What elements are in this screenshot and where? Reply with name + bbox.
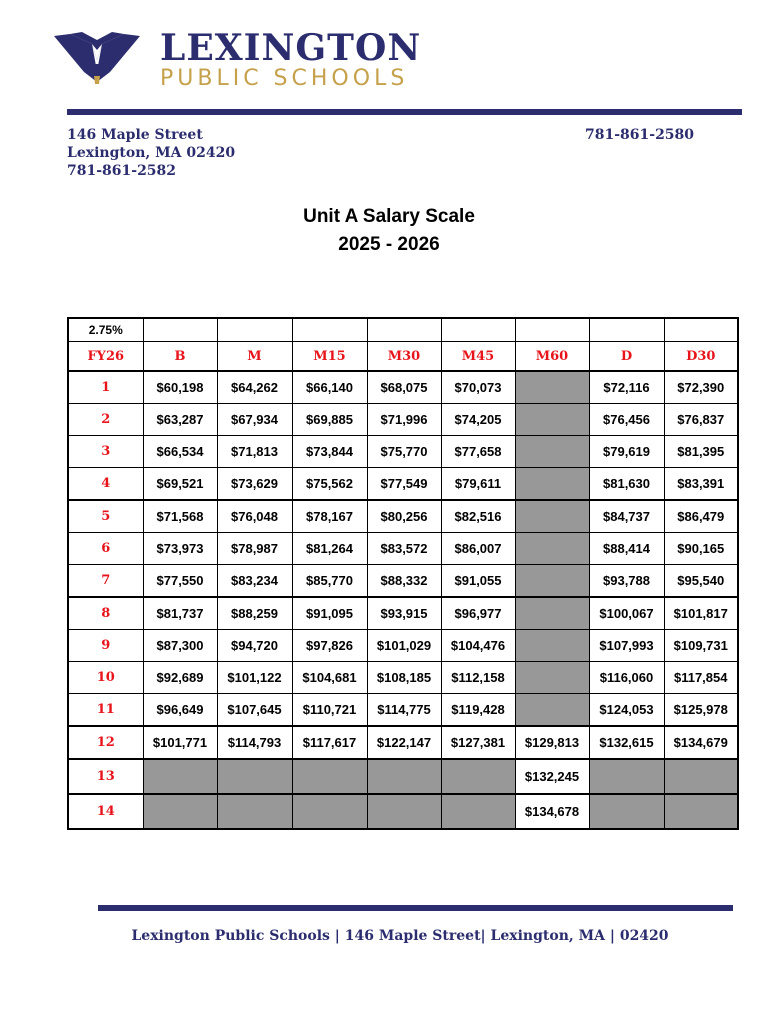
salary-cell: $76,048	[217, 500, 292, 533]
blank-cell	[515, 318, 589, 342]
address-phone: 781-861-2582	[67, 163, 177, 179]
step-number: 7	[68, 565, 143, 598]
blank-cell	[217, 318, 292, 342]
table-row	[68, 468, 738, 501]
step-number: 6	[68, 533, 143, 565]
salary-cell: $71,813	[217, 436, 292, 468]
empty-cell	[589, 759, 664, 794]
salary-cell: $97,826	[292, 630, 367, 662]
salary-cell: $74,205	[441, 404, 515, 436]
salary-cell: $76,456	[589, 404, 664, 436]
step-number: 5	[68, 500, 143, 533]
salary-cell: $81,264	[292, 533, 367, 565]
salary-cell: $83,234	[217, 565, 292, 598]
empty-cell	[515, 436, 589, 468]
empty-cell	[515, 630, 589, 662]
phone-number: 781-861-2580	[585, 127, 695, 143]
empty-cell	[515, 468, 589, 501]
salary-cell: $66,534	[143, 436, 217, 468]
salary-cell: $73,844	[292, 436, 367, 468]
salary-cell: $66,140	[292, 371, 367, 404]
salary-cell: $117,854	[664, 662, 738, 694]
blank-cell	[367, 318, 441, 342]
column-header: M60	[515, 342, 589, 372]
salary-cell: $101,029	[367, 630, 441, 662]
column-header: M45	[441, 342, 515, 372]
salary-cell: $81,630	[589, 468, 664, 501]
step-number: 1	[68, 371, 143, 404]
empty-cell	[441, 759, 515, 794]
salary-cell: $101,817	[664, 597, 738, 630]
step-number: 10	[68, 662, 143, 694]
salary-cell: $79,619	[589, 436, 664, 468]
step-number: 13	[68, 759, 143, 794]
document-title: Unit A Salary Scale	[303, 206, 475, 227]
empty-cell	[367, 794, 441, 829]
salary-cell: $80,256	[367, 500, 441, 533]
empty-cell	[515, 500, 589, 533]
salary-cell: $114,775	[367, 694, 441, 727]
salary-cell: $91,095	[292, 597, 367, 630]
salary-cell: $87,300	[143, 630, 217, 662]
salary-cell: $107,645	[217, 694, 292, 727]
increase-percent: 2.75%	[68, 318, 143, 342]
salary-cell: $72,390	[664, 371, 738, 404]
salary-cell: $88,259	[217, 597, 292, 630]
empty-cell	[143, 759, 217, 794]
salary-cell: $76,837	[664, 404, 738, 436]
salary-cell: $101,122	[217, 662, 292, 694]
column-header: M15	[292, 342, 367, 372]
fy-label: FY26	[68, 342, 143, 372]
address-street: 146 Maple Street	[67, 127, 203, 143]
step-number: 14	[68, 794, 143, 829]
table-row	[68, 533, 738, 565]
salary-cell: $68,075	[367, 371, 441, 404]
salary-cell: $63,287	[143, 404, 217, 436]
salary-scale-table	[67, 317, 739, 830]
salary-cell: $64,262	[217, 371, 292, 404]
empty-cell	[515, 694, 589, 727]
table-row	[68, 565, 738, 598]
table-row	[68, 500, 738, 533]
salary-cell: $88,332	[367, 565, 441, 598]
salary-cell: $75,770	[367, 436, 441, 468]
salary-cell: $81,737	[143, 597, 217, 630]
table-row	[68, 436, 738, 468]
salary-cell: $117,617	[292, 726, 367, 759]
salary-cell: $96,649	[143, 694, 217, 727]
salary-cell: $95,540	[664, 565, 738, 598]
salary-cell: $77,658	[441, 436, 515, 468]
empty-cell	[441, 794, 515, 829]
salary-cell: $77,549	[367, 468, 441, 501]
salary-cell: $107,993	[589, 630, 664, 662]
salary-cell: $81,395	[664, 436, 738, 468]
empty-cell	[143, 794, 217, 829]
salary-cell: $104,681	[292, 662, 367, 694]
salary-cell: $71,996	[367, 404, 441, 436]
salary-cell: $73,973	[143, 533, 217, 565]
empty-cell	[292, 759, 367, 794]
salary-cell: $77,550	[143, 565, 217, 598]
salary-cell: $93,788	[589, 565, 664, 598]
salary-cell: $96,977	[441, 597, 515, 630]
salary-cell: $72,116	[589, 371, 664, 404]
empty-cell	[515, 597, 589, 630]
blank-cell	[664, 318, 738, 342]
step-number: 9	[68, 630, 143, 662]
salary-cell: $124,053	[589, 694, 664, 727]
empty-cell	[515, 565, 589, 598]
table-row	[68, 371, 738, 404]
blank-cell	[441, 318, 515, 342]
salary-cell: $109,731	[664, 630, 738, 662]
salary-cell: $75,562	[292, 468, 367, 501]
brand-name: LEXINGTON	[160, 27, 422, 69]
salary-cell: $122,147	[367, 726, 441, 759]
empty-cell	[515, 371, 589, 404]
step-number: 8	[68, 597, 143, 630]
step-number: 3	[68, 436, 143, 468]
step-number: 12	[68, 726, 143, 759]
salary-cell: $78,167	[292, 500, 367, 533]
blank-cell	[292, 318, 367, 342]
empty-cell	[217, 759, 292, 794]
step-number: 11	[68, 694, 143, 727]
salary-cell: $92,689	[143, 662, 217, 694]
step-number: 4	[68, 468, 143, 501]
salary-cell: $104,476	[441, 630, 515, 662]
salary-cell: $86,479	[664, 500, 738, 533]
table-row	[68, 726, 738, 759]
empty-cell	[367, 759, 441, 794]
empty-cell	[217, 794, 292, 829]
salary-cell: $127,381	[441, 726, 515, 759]
column-header: D	[589, 342, 664, 372]
salary-cell: $60,198	[143, 371, 217, 404]
salary-cell: $67,934	[217, 404, 292, 436]
salary-cell: $93,915	[367, 597, 441, 630]
percent-row	[68, 318, 738, 342]
salary-cell: $110,721	[292, 694, 367, 727]
table-row	[68, 759, 738, 794]
salary-cell: $100,067	[589, 597, 664, 630]
column-header: D30	[664, 342, 738, 372]
table-row	[68, 694, 738, 727]
column-header: M	[217, 342, 292, 372]
table-row	[68, 794, 738, 829]
empty-cell	[292, 794, 367, 829]
empty-cell	[664, 759, 738, 794]
salary-cell: $82,516	[441, 500, 515, 533]
salary-cell: $71,568	[143, 500, 217, 533]
empty-cell	[515, 533, 589, 565]
salary-cell: $78,987	[217, 533, 292, 565]
salary-cell: $101,771	[143, 726, 217, 759]
footer-divider	[98, 905, 733, 911]
salary-cell: $125,978	[664, 694, 738, 727]
salary-cell: $86,007	[441, 533, 515, 565]
salary-cell: $85,770	[292, 565, 367, 598]
document-subtitle: 2025 - 2026	[338, 234, 440, 255]
address-city: Lexington, MA 02420	[67, 145, 236, 161]
salary-cell: $83,391	[664, 468, 738, 501]
table-row	[68, 404, 738, 436]
salary-cell: $134,679	[664, 726, 738, 759]
blank-cell	[143, 318, 217, 342]
mailing-address	[67, 126, 235, 180]
table-row	[68, 662, 738, 694]
salary-cell: $79,611	[441, 468, 515, 501]
salary-cell: $70,073	[441, 371, 515, 404]
step-number: 2	[68, 404, 143, 436]
salary-cell: $134,678	[515, 794, 589, 829]
lexington-logo-icon	[54, 30, 140, 86]
table-row	[68, 630, 738, 662]
salary-cell: $84,737	[589, 500, 664, 533]
table-row	[68, 597, 738, 630]
footer-text: Lexington Public Schools | 146 Maple Street| Lexington, MA | 02420	[131, 928, 669, 944]
salary-cell: $90,165	[664, 533, 738, 565]
column-header: B	[143, 342, 217, 372]
empty-cell	[664, 794, 738, 829]
salary-cell: $114,793	[217, 726, 292, 759]
empty-cell	[515, 662, 589, 694]
salary-cell: $69,521	[143, 468, 217, 501]
salary-cell: $73,629	[217, 468, 292, 501]
salary-cell: $119,428	[441, 694, 515, 727]
salary-cell: $112,158	[441, 662, 515, 694]
salary-cell: $132,615	[589, 726, 664, 759]
column-header: M30	[367, 342, 441, 372]
salary-cell: $83,572	[367, 533, 441, 565]
salary-cell: $94,720	[217, 630, 292, 662]
salary-cell: $91,055	[441, 565, 515, 598]
header-divider	[67, 109, 742, 115]
salary-cell: $88,414	[589, 533, 664, 565]
brand-subtitle: PUBLIC SCHOOLS	[160, 66, 409, 91]
salary-cell: $69,885	[292, 404, 367, 436]
salary-cell: $108,185	[367, 662, 441, 694]
empty-cell	[589, 794, 664, 829]
header-row	[68, 342, 738, 372]
salary-cell: $132,245	[515, 759, 589, 794]
empty-cell	[515, 404, 589, 436]
salary-cell: $129,813	[515, 726, 589, 759]
blank-cell	[589, 318, 664, 342]
salary-cell: $116,060	[589, 662, 664, 694]
